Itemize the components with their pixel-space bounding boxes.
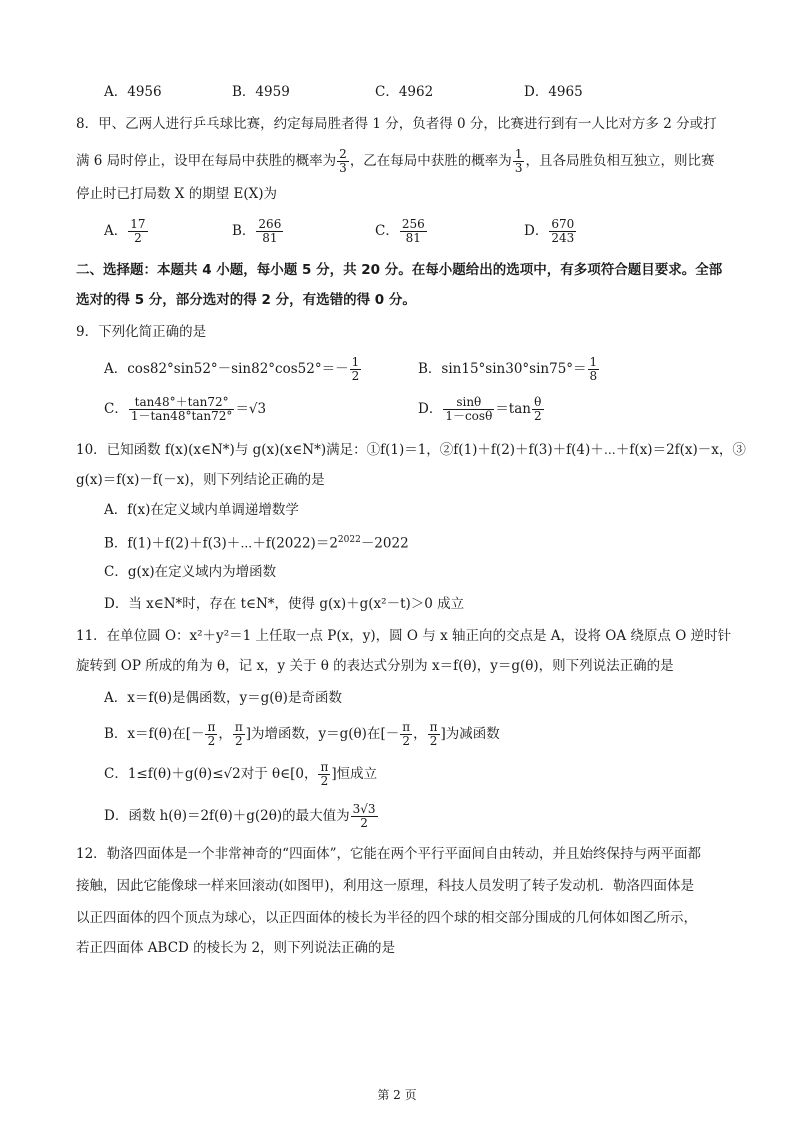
q8-prob-b: $\frac{1}{3}$ — [514, 147, 523, 175]
q8-option-d: D． $\frac{670}{243}$ — [524, 217, 575, 245]
q9-option-b: B．sin15°sin30°sin75°＝ $\frac{1}{8}$ — [418, 355, 598, 383]
page-number: 第 2 页 — [377, 1088, 417, 1102]
q10-option-b: B．$f(1)+f(2)+f(3)+\cdots+f(2022)=2^{2022}-2022$ — [104, 535, 409, 552]
q8-option-c: C． $\frac{256}{81}$ — [375, 217, 425, 245]
q10-option-c: C．g(x)在定义域内为增函数 — [104, 564, 277, 580]
q7-option-c: C．4962 — [375, 84, 434, 100]
q8-line2: 满 6 局时停止，设甲在每局中获胜的概率为 $\frac{2}{3}$ ，乙在每局中获胜的概率为 $\frac{1}{3}$ ，且各局胜负相互独立，则比赛 — [76, 147, 715, 175]
q11-line2: 旋转到 OP 所成的角为 θ，记 x，y 关于 θ 的表达式分别为 x＝f(θ)，y＝g(θ)，则下列说法正确的是 — [76, 658, 674, 674]
q12-line1: 12．勒洛四面体是一个非常神奇的“四面体”，它能在两个平行平面间自由转动，并且始终保持与两平面都 — [76, 846, 701, 862]
q8-line3: 停止时已打局数 X 的期望 E(X)为 — [76, 186, 277, 202]
q8-prob-a: $\frac{2}{3}$ — [339, 147, 347, 175]
q11-option-b: B．x＝f(θ)在[－ $\frac{\pi}{2}$ ， $\frac{\pi}{2}$ ]为增函数，y＝g(θ)在[－ $\frac{\pi}{2}$ ， $\frac{\pi}{2}$ ]为减函数 — [104, 720, 500, 748]
section2-heading-line1: 二、选择题：本题共 4 小题，每小题 5 分，共 20 分。在每小题给出的选项中，有多项符合题目要求。全部 — [76, 262, 723, 278]
q8-line1: 8．甲、乙两人进行乒乓球比赛，约定每局胜者得 1 分，负者得 0 分，比赛进行到有一人比对方多 2 分或打 — [76, 116, 717, 132]
q10-option-d: D．当 x∈N*时，存在 t∈N*，使得 g(x)＋g(x²－t)＞0 成立 — [104, 596, 465, 612]
q9-option-c: C． $\frac{\tan 48^\circ+\tan 72^\circ}{1-\tan 48^\circ\tan 72^\circ}$ ＝√3 — [104, 395, 267, 423]
q9-stem: 9．下列化简正确的是 — [76, 324, 207, 340]
q12-line3: 以正四面体的四个顶点为球心，以正四面体的棱长为半径的四个球的相交部分围成的几何体如图乙所示， — [76, 910, 697, 926]
q10-line1: 10．已知函数 f(x)(x∈N*)与 g(x)(x∈N*)满足：①f(1)＝1，②f(1)＋f(2)＋f(3)＋f(4)＋⋯＋f(x)＝2f(x)－x，③ — [76, 442, 746, 458]
q12-line2: 接触，因此它能像球一样来回滚动(如图甲)，利用这一原理，科技人员发明了转子发动机．勒洛四面体是 — [76, 878, 695, 894]
q8-option-b: B． $\frac{266}{81}$ — [232, 217, 282, 245]
q12-line4: 若正四面体 ABCD 的棱长为 2，则下列说法正确的是 — [76, 940, 396, 956]
q11-option-c: C．1≤f(θ)＋g(θ)≤√2对于 θ∈[0， $\frac{\pi}{2}$ ]恒成立 — [104, 760, 378, 788]
q10-line2: g(x)＝f(x)－f(－x)，则下列结论正确的是 — [76, 472, 325, 488]
q9-option-d: D． $\frac{\sin\theta}{1-\cos\theta}$ ＝tan $\frac{\theta}{2}$ — [418, 395, 542, 423]
q11-option-a: A．x＝f(θ)是偶函数，y＝g(θ)是奇函数 — [104, 690, 342, 706]
q10-option-a: A．f(x)在定义域内单调递增数学 — [104, 502, 299, 518]
section2-heading-line2: 选对的得 5 分，部分选对的得 2 分，有选错的得 0 分。 — [76, 292, 416, 308]
q7-option-a: A．4956 — [104, 84, 162, 100]
q7-option-b: B．4959 — [232, 84, 290, 100]
q9-option-a: A．cos82°sin52°－sin82°cos52°＝－ $\frac{1}{2}$ — [104, 355, 360, 383]
q8-option-a: A． $\frac{17}{2}$ — [104, 217, 146, 245]
q11-line1: 11．在单位圆 O：x²＋y²＝1 上任取一点 P(x，y)，圆 O 与 x 轴正向的交点是 A，设将 OA 绕原点 O 逆时针 — [76, 628, 732, 644]
q11-option-d: D．函数 h(θ)＝2f(θ)＋g(2θ)的最大值为 $\frac{3√3}{2}$ — [104, 802, 376, 830]
q7-option-d: D．4965 — [524, 84, 583, 100]
